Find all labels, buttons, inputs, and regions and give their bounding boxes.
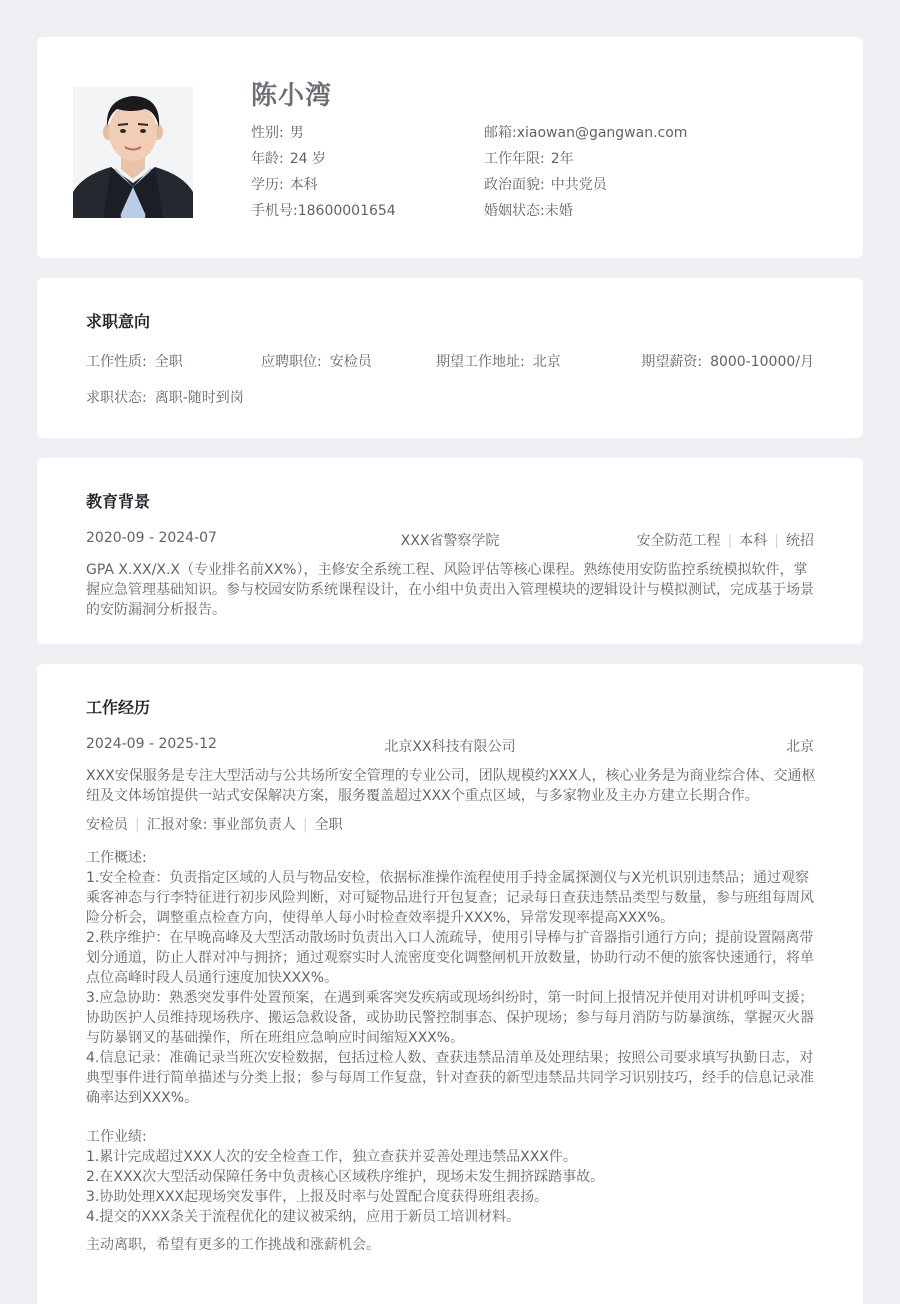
marital-value: 未婚 (544, 203, 573, 219)
divider: | (135, 817, 140, 833)
work-tags (86, 814, 343, 834)
gender-row (251, 122, 304, 142)
achievement-item: 1.累计完成超过XXX人次的安全检查工作，独立查获并妥善处理违禁品XXX件。 (86, 1149, 577, 1165)
overview-item: 3.应急协助：熟悉突发事件处置预案，在遇到乘客突发疾病或现场纠纷时，第一时间上报情况并使用对讲机呼叫支援；协助医护人员维持现场秩序、搬运急救设备，或协助民警控制事态、保护现场；参与每月消防与防暴演练，掌握灭火器与防暴钢叉的基础操作，所在班组应急响应时间缩短XXX%。 (86, 990, 814, 1046)
education-description: GPA X.XX/X.X（专业排名前XX%），主修安全系统工程、风险评估等核心课程。熟练使用安防监控系统模拟软件，掌握应急管理基础知识。参与校园安防系统课程设计，在小组中负责出入管理模块的逻辑设计与模拟测试，完成基于场景的安防漏洞分析报告。 (86, 562, 814, 618)
job-salary-row (641, 351, 814, 371)
education-meta (637, 530, 814, 550)
work-tag: 安检员 (86, 817, 128, 833)
job-type-row (86, 351, 183, 371)
education-value: 本科 (289, 177, 318, 193)
work-dates: 2024-09 - 2025-12 (86, 736, 217, 752)
company-description: XXX安保服务是专注大型活动与公共场所安全管理的专业公司，团队规模约XXX人，核心业务是为商业综合体、交通枢纽及文体场馆提供一站式安保解决方案，服务覆盖超过XXX个重点区域，与多家物业及主办方建立长期合作。 (86, 768, 816, 804)
gender-label: 性别: (251, 125, 284, 141)
job-position-row (261, 351, 372, 371)
education-degree: 本科 (739, 533, 768, 549)
section-title-work: 工作经历 (86, 698, 151, 717)
work-achievements (86, 1127, 816, 1227)
education-row (251, 174, 318, 194)
overview-item: 1.安全检查：负责指定区域的人员与物品安检，依据标准操作流程使用手持金属探测仪与X光机识别违禁品；通过观察乘客神态与行李特征进行初步风险判断，对可疑物品进行开包复查；记录每日查获违禁品类型与数量，参与班组每周风险分析会，调整重点检查方向，使得单人每小时检查效率提升XXX%，异常发现率提高XXX%。 (86, 870, 814, 926)
achievement-item: 3.协助处理XXX起现场突发事件，上报及时率与处置配合度获得班组表扬。 (86, 1189, 549, 1205)
work-city: 北京 (786, 739, 814, 755)
work-tag: 全职 (314, 817, 343, 833)
years-label: 工作年限: (484, 151, 545, 167)
candidate-name: 陈小湾 (251, 81, 333, 111)
education-card (37, 458, 863, 644)
work-experience-card (37, 664, 863, 1304)
email-value: xiaowan@gangwan.com (516, 125, 688, 141)
political-row (484, 174, 607, 194)
job-type-value: 全职 (154, 354, 183, 370)
job-status-row (86, 387, 244, 407)
work-overview (86, 848, 816, 1108)
political-value: 中共党员 (550, 177, 607, 193)
age-value: 24 岁 (289, 151, 326, 167)
years-value: 2年 (550, 151, 574, 167)
divider: | (302, 817, 308, 833)
phone-row (251, 200, 396, 220)
marital-row (484, 200, 573, 220)
years-row (484, 148, 574, 168)
job-salary-label: 期望薪资: (641, 354, 703, 370)
work-company: 北京XX科技有限公司 (384, 739, 516, 755)
phone-value: 18600001654 (297, 203, 396, 219)
divider: | (774, 533, 779, 549)
profile-card (37, 37, 863, 258)
achievement-item: 4.提交的XXX条关于流程优化的建议被采纳，应用于新员工培训材料。 (86, 1209, 521, 1225)
section-title-intent: 求职意向 (86, 312, 151, 331)
marital-label: 婚姻状态: (484, 203, 545, 219)
achievement-item: 2.在XXX次大型活动保障任务中负责核心区域秩序维护，现场未发生拥挤踩踏事故。 (86, 1169, 605, 1185)
political-label: 政治面貌: (484, 177, 545, 193)
education-mode: 统招 (786, 533, 814, 549)
job-status-value: 离职-随时到岗 (154, 390, 244, 406)
email-label: 邮箱: (484, 125, 517, 141)
overview-item: 4.信息记录：准确记录当班次安检数据，包括过检人数、查获违禁品清单及处理结果；按照公司要求填写执勤日志，对典型事件进行简单描述与分类上报；参与每周工作复盘，针对查获的新型违禁品共同学习识别技巧，经手的信息记录准确率达到XXX%。 (86, 1050, 814, 1106)
job-location-value: 北京 (532, 354, 561, 370)
phone-label: 手机号: (251, 203, 298, 219)
work-tag: 汇报对象: 事业部负责人 (146, 817, 296, 833)
job-salary-value: 8000-10000/月 (710, 354, 814, 370)
avatar (73, 87, 193, 218)
job-position-value: 安检员 (329, 354, 372, 370)
achievements-label: 工作业绩: (86, 1129, 147, 1145)
education-major: 安全防范工程 (636, 533, 721, 549)
job-intent-card (37, 278, 863, 438)
section-title-education: 教育背景 (86, 492, 151, 511)
divider: | (727, 533, 733, 549)
job-location-row (436, 351, 561, 371)
job-position-label: 应聘职位: (261, 354, 322, 370)
age-label: 年龄: (251, 151, 284, 167)
gender-value: 男 (289, 125, 304, 141)
age-row (251, 148, 326, 168)
job-type-label: 工作性质: (86, 354, 147, 370)
education-school: XXX省警察学院 (400, 533, 500, 549)
education-dates: 2020-09 - 2024-07 (86, 530, 217, 546)
education-label: 学历: (251, 177, 284, 193)
leave-reason: 主动离职，希望有更多的工作挑战和涨薪机会。 (86, 1237, 380, 1253)
overview-label: 工作概述: (86, 850, 147, 866)
email-row (484, 122, 687, 142)
overview-item: 2.秩序维护：在早晚高峰及大型活动散场时负责出入口人流疏导，使用引导棒与扩音器指引通行方向；提前设置隔离带划分通道，防止人群对冲与拥挤；通过观察实时人流密度变化调整闸机开放数量，协助行动不便的旅客快速通行，将单点位高峰时段人员通行速度加快XXX%。 (86, 930, 814, 986)
job-location-label: 期望工作地址: (436, 354, 525, 370)
job-status-label: 求职状态: (86, 390, 147, 406)
